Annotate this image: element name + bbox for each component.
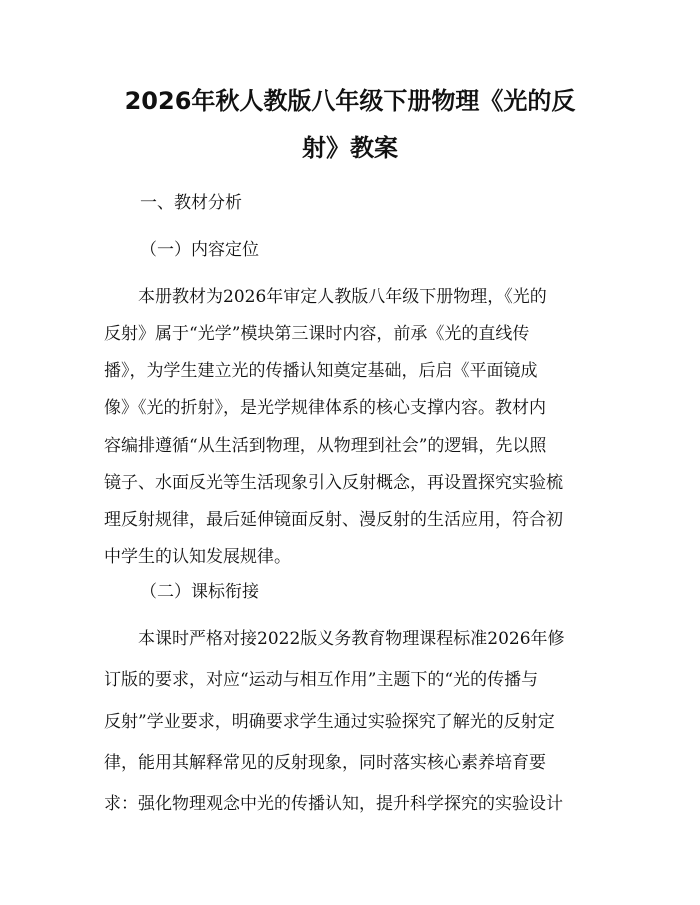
paragraph-1-line: 反射》属于“光学”模块第三课时内容，前承《光的直线传 <box>104 324 530 344</box>
paragraph-2-line: 订版的要求，对应“运动与相互作用”主题下的“光的传播与 <box>104 670 539 690</box>
subsection-heading-content-positioning: （一）内容定位 <box>140 240 259 260</box>
paragraph-1-line: 理反射规律，最后延伸镜面反射、漫反射的生活应用，符合初 <box>104 510 563 530</box>
paragraph-1-line: 播》，为学生建立光的传播认知奠定基础，后启《平面镜成 <box>104 361 538 381</box>
document-title-line-2: 射》教案 <box>302 134 398 162</box>
document-title-line-1: 2026年秋人教版八年级下册物理《光的反 <box>124 87 576 115</box>
paragraph-2-line: 本课时严格对接2022版义务教育物理课程标准2026年修 <box>104 629 565 649</box>
section-heading-teaching-material-analysis: 一、教材分析 <box>140 193 242 213</box>
paragraph-1-line: 容编排遵循“从生活到物理，从物理到社会”的逻辑，先以照 <box>104 436 547 456</box>
paragraph-1-line: 镜子、水面反光等生活现象引入反射概念，再设置探究实验梳 <box>104 473 563 493</box>
subsection-heading-curriculum-standard-alignment: （二）课标衔接 <box>140 582 259 602</box>
paragraph-1-line: 中学生的认知发展规律。 <box>104 547 291 567</box>
paragraph-2-line: 反射”学业要求，明确要求学生通过实验探究了解光的反射定 <box>104 712 555 732</box>
paragraph-2-line: 律，能用其解释常见的反射现象，同时落实核心素养培育要 <box>104 753 546 773</box>
paragraph-1-line: 本册教材为2026年审定人教版八年级下册物理，《光的 <box>104 287 547 307</box>
paragraph-1-line: 像》《光的折射》，是光学规律体系的核心支撑内容。教材内 <box>104 398 546 418</box>
paragraph-2-line: 求：强化物理观念中光的传播认知，提升科学探究的实验设计 <box>104 794 563 814</box>
